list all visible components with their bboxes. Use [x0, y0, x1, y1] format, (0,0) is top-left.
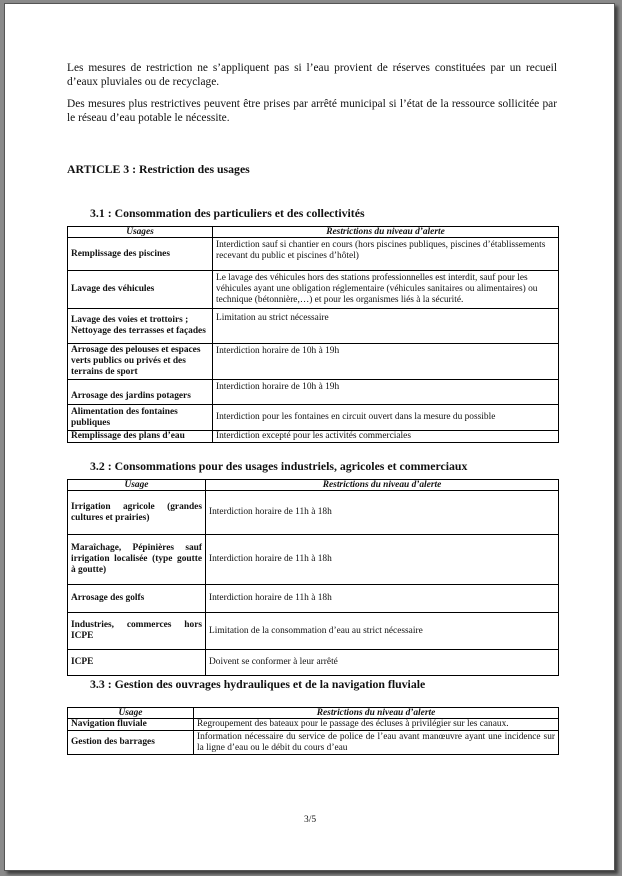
restriction-cell: Limitation de la consommation d’eau au strict nécessaire	[206, 613, 559, 650]
header-usage: Usage	[68, 708, 194, 719]
table-header-row	[68, 708, 559, 719]
header-restrictions: Restrictions du niveau d’alerte	[213, 227, 559, 238]
restriction-cell: Interdiction horaire de 11h à 18h	[206, 585, 559, 613]
table-row	[68, 535, 559, 585]
header-restrictions: Restrictions du niveau d’alerte	[206, 480, 559, 491]
table-row	[68, 585, 559, 613]
usage-cell: Irrigation agricole (grandes cultures et prairies)	[68, 491, 206, 535]
header-usages: Usages	[68, 227, 213, 238]
table-row	[68, 491, 559, 535]
table-row	[68, 731, 559, 755]
restriction-cell: Interdiction excepté pour les activités commerciales	[213, 431, 559, 443]
usage-cell: ICPE	[68, 650, 206, 676]
restriction-cell: Interdiction horaire de 11h à 18h	[206, 535, 559, 585]
intro-paragraph-1: Les mesures de restriction ne s’appliquent pas si l’eau provient de réserves constituées par un recueil d’eaux pluviales ou de recyclage.	[67, 62, 557, 88]
restriction-cell: Interdiction sauf si chantier en cours (hors piscines publiques, piscines d’établissements recevant du public et piscines d’hôtel)	[213, 238, 559, 271]
intro-paragraph-2: Des mesures plus restrictives peuvent être prises par arrêté municipal si l’état de la ressource sollicitée par le réseau d’eau potable le nécessite.	[67, 98, 557, 124]
restriction-cell: Regroupement des bateaux pour le passage des écluses à privilégier sur les canaux.	[194, 719, 559, 731]
table-row	[68, 650, 559, 676]
table-row	[68, 613, 559, 650]
section-3-3-title: 3.3 : Gestion des ouvrages hydrauliques et de la navigation fluviale	[90, 677, 426, 691]
article-title: ARTICLE 3 : Restriction des usages	[67, 162, 250, 176]
table-row	[68, 380, 559, 405]
table-row	[68, 238, 559, 271]
restriction-cell: Interdiction horaire de 11h à 18h	[206, 491, 559, 535]
restriction-cell: Interdiction horaire de 10h à 19h	[213, 344, 559, 380]
table-row	[68, 271, 559, 309]
usage-cell: Navigation fluviale	[68, 719, 194, 731]
usage-cell: Arrosage des golfs	[68, 585, 206, 613]
usage-cell: Gestion des barrages	[68, 731, 194, 755]
restriction-cell: Doivent se conformer à leur arrêté	[206, 650, 559, 676]
restriction-cell: Interdiction horaire de 10h à 19h	[213, 380, 559, 405]
restriction-cell: Interdiction pour les fontaines en circuit ouvert dans la mesure du possible	[213, 405, 559, 431]
usage-cell: Arrosage des jardins potagers	[68, 380, 213, 405]
usage-cell: Remplissage des plans d’eau	[68, 431, 213, 443]
restriction-cell: Information nécessaire du service de police de l’eau avant manœuvre ayant une incidence sur la ligne d’eau ou le débit du cours d’eau	[194, 731, 559, 755]
header-restrictions: Restrictions du niveau d’alerte	[194, 708, 559, 719]
table-row	[68, 431, 559, 443]
table-ouvrages	[67, 707, 559, 755]
usage-cell: Lavage des véhicules	[68, 271, 213, 309]
usage-cell: Remplissage des piscines	[68, 238, 213, 271]
table-particuliers	[67, 226, 559, 443]
table-row	[68, 344, 559, 380]
table-row	[68, 309, 559, 344]
table-industriels	[67, 479, 559, 676]
section-3-1-title: 3.1 : Consommation des particuliers et des collectivités	[90, 206, 365, 220]
restriction-cell: Limitation au strict nécessaire	[213, 309, 559, 344]
table-header-row	[68, 480, 559, 491]
table-header-row	[68, 227, 559, 238]
page-number: 3/5	[304, 815, 317, 825]
usage-cell: Industries, commerces hors ICPE	[68, 613, 206, 650]
usage-cell: Maraîchage, Pépinières sauf irrigation localisée (type goutte à goutte)	[68, 535, 206, 585]
section-3-2-title: 3.2 : Consommations pour des usages industriels, agricoles et commerciaux	[90, 459, 468, 473]
usage-cell: Lavage des voies et trottoirs ; Nettoyage des terrasses et façades	[68, 309, 213, 344]
restriction-cell: Le lavage des véhicules hors des stations professionnelles est interdit, sauf pour les véhicules ayant une obligation réglementaire (véhicules sanitaires ou alimentaires) ou technique (bétonnière,…) et pour les organismes liés à la sécurité.	[213, 271, 559, 309]
header-usage: Usage	[68, 480, 206, 491]
table-row	[68, 719, 559, 731]
document-page	[4, 3, 615, 871]
usage-cell: Arrosage des pelouses et espaces verts publics ou privés et des terrains de sport	[68, 344, 213, 380]
usage-cell: Alimentation des fontaines publiques	[68, 405, 213, 431]
table-row	[68, 405, 559, 431]
